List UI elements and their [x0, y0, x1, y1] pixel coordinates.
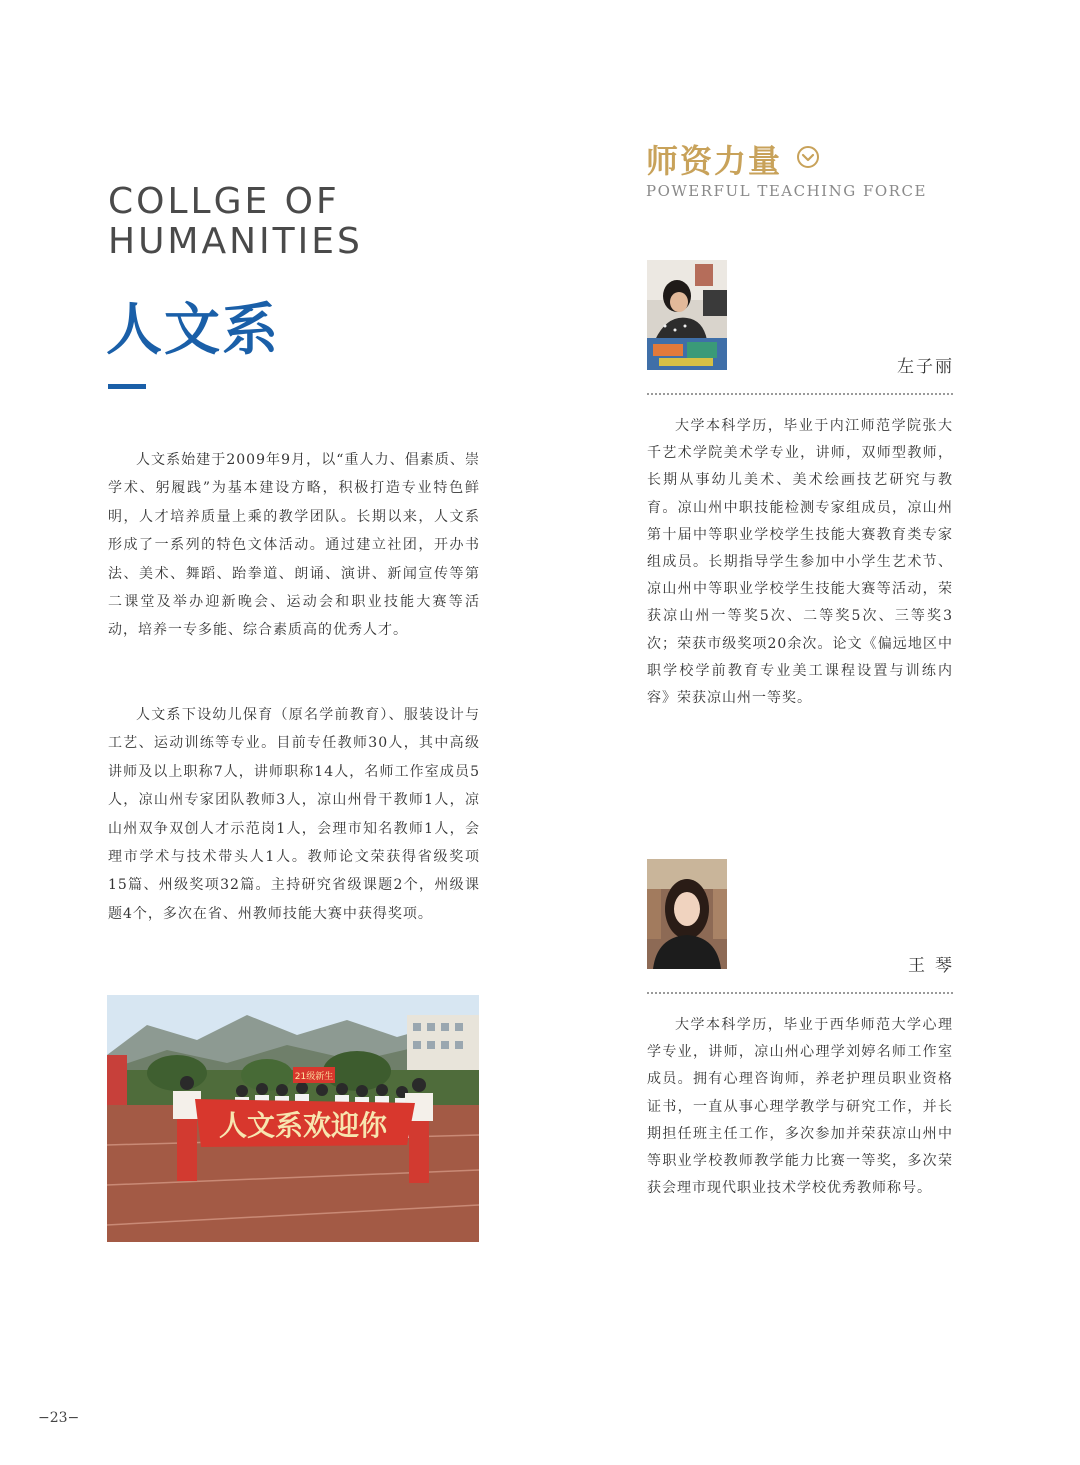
intro-paragraph-1: 人文系始建于2009年9月，以“重人力、倡素质、崇学术、躬履践”为基本建设方略，积极打造专业特色鲜明，人才培养质量上乘的教学团队。长期以来，人文系形成了一系列的特色文体活动。通过建立社团，开办书法、美术、舞蹈、跆拳道、朗诵、演讲、新闻宣传等第二课堂及举办迎新晚会、运动会和职业技能大赛等活动，培养一专多能、综合素质高的优秀人才。: [108, 452, 480, 639]
title-accent-rule: [108, 384, 146, 389]
english-title-line-1: COLLGE OF: [108, 181, 340, 222]
teacher-portrait-wang: [647, 859, 727, 969]
small-class-sign: 21级新生: [294, 1072, 334, 1082]
intro-paragraph-2: 人文系下设幼儿保育（原名学前教育）、服装设计与工艺、运动训练等专业。目前专任教师30人，其中高级讲师及以上职称7人，讲师职称14人，名师工作室成员5人，凉山州专家团队教师3人，凉山州骨干教师1人，凉山州双争双创人才示范岗1人，会理市知名教师1人，会理市学术与技术带头人1人。教师论文荣获得省级奖项15篇、州级奖项32篇。主持研究省级课题2个，州级课题4个，多次在省、州教师技能大赛中获得奖项。: [108, 707, 480, 922]
teacher-name-wang-given: 琴: [935, 956, 954, 976]
teacher-name-wang: [834, 951, 954, 976]
teaching-force-title: 师资力量: [646, 142, 783, 180]
chevron-circle-down-icon: [796, 145, 820, 169]
english-department-title: [108, 182, 528, 262]
page-number: −23−: [38, 1410, 80, 1426]
teacher-bio-zuo: 大学本科学历，毕业于内江师范学院张大千艺术学院美术学专业，讲师，双师型教师，长期从事幼儿美术、美术绘画技艺研究与教育。凉山州中职技能检测专家组成员，凉山州第十届中等职业学校学生技能大赛教育类专家组成员。长期指导学生参加中小学生艺术节、凉山州中等职业学校学生技能大赛等活动，荣获凉山州一等奖5次、二等奖5次、三等奖3次；荣获市级奖项20余次。论文《偏远地区中职学校学前教育专业美工课程设置与训练内容》荣获凉山州一等奖。: [647, 418, 953, 707]
welcome-event-illustration: [107, 995, 479, 1242]
english-title-line-2: HUMANITIES: [108, 221, 363, 262]
welcome-event-photo: [107, 995, 479, 1242]
welcome-banner-text: 人文系欢迎你: [218, 1109, 388, 1142]
chinese-department-title: 人文系: [106, 298, 280, 363]
dotted-divider: [647, 393, 953, 395]
teacher-bio-wang: 大学本科学历，毕业于西华师范大学心理学专业，讲师，凉山州心理学刘婷名师工作室成员。拥有心理咨询师，养老护理员职业资格证书，一直从事心理学教学与研究工作，并长期担任班主任工作，多次参加并荣获凉山州中等职业学校教师教学能力比赛一等奖，多次荣获会理市现代职业技术学校优秀教师称号。: [647, 1017, 953, 1197]
teacher-name-zuo: 左子丽: [897, 357, 954, 377]
teaching-force-subtitle: POWERFUL TEACHING FORCE: [646, 182, 927, 200]
teacher-portrait-zuo: [647, 260, 727, 370]
dotted-divider: [647, 992, 953, 994]
teacher-name-wang-surname: 王: [908, 956, 935, 976]
